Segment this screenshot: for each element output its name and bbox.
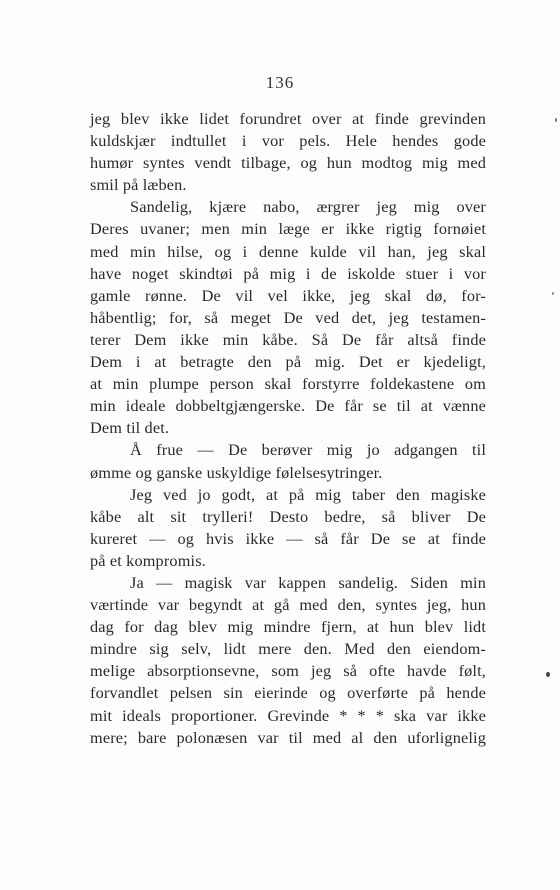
text-line: ømme og ganske uskyldige følelsesytringer. [90, 462, 383, 482]
text-line: jeg blev ikke lidet forundret over at finde grevinden [90, 109, 486, 128]
text-line: på et kompromis. [90, 550, 206, 570]
text-line: kureret — og hvis ikke — så får De se at finde [90, 528, 486, 548]
ink-speck [555, 118, 557, 122]
text-line: forvandlet pelsen sin eierinde og overførte på hende [90, 683, 486, 703]
text-line: smil på læben. [90, 175, 187, 195]
page-number: 136 [265, 73, 295, 92]
text-line: mere; bare polonæsen var til med al den uforlignelig [90, 727, 486, 747]
text-line: Deres uvaner; men min læge er ikke rigtig fornøiet [90, 219, 486, 239]
text-line: dag for dag blev mig mindre fjern, at hun blev lidt [90, 617, 486, 637]
text-line: have noget skindtøi på mig i de iskolde stuer i vor [90, 263, 486, 283]
text-line: mindre sig selv, lidt mere den. Med den eiendom- [90, 639, 486, 659]
text-line: humør syntes vendt tilbage, og hun modtog mig med [90, 153, 486, 173]
ink-speck [546, 672, 550, 677]
text-line: Sandelig, kjære nabo, ærgrer jeg mig over [130, 197, 486, 217]
text-line: at min plumpe person skal forstyrre foldekastene om [90, 374, 486, 394]
text-line: melige absorptionsevne, som jeg så ofte havde følt, [90, 661, 486, 681]
text-line: Ja — magisk var kappen sandelig. Siden min [130, 572, 486, 592]
text-line: Jeg ved jo godt, at på mig taber den magiske [130, 484, 486, 504]
ink-speck [552, 292, 554, 295]
text-line: Dem til det. [90, 418, 170, 438]
text-line: Dem i at betragte den på mig. Det er kjedeligt, [90, 352, 486, 372]
text-line: terer Dem ikke min kåbe. Så De får altså finde [90, 329, 486, 349]
text-line: kåbe alt sit trylleri! Desto bedre, så bliver De [90, 506, 486, 526]
text-line: mit ideals proportioner. Grevinde * * * ska var ikke [90, 705, 486, 725]
text-line: med min hilse, og i denne kulde vil han, jeg skal [90, 241, 486, 261]
text-line: værtinde var begyndt at gå med den, syntes jeg, hun [90, 595, 486, 615]
text-line: Å frue — De berøver mig jo adgangen til [130, 440, 486, 460]
text-line: min ideale dobbeltgjængerske. De får se til at vænne [90, 396, 486, 416]
text-line: håbentlig; for, så meget De ved det, jeg testamen- [90, 307, 486, 327]
text-line: gamle rønne. De vil vel ikke, jeg skal dø, for- [90, 285, 486, 305]
text-line: kuldskjær indtullet i vor pels. Hele hendes gode [90, 131, 486, 151]
body-text [90, 108, 486, 749]
